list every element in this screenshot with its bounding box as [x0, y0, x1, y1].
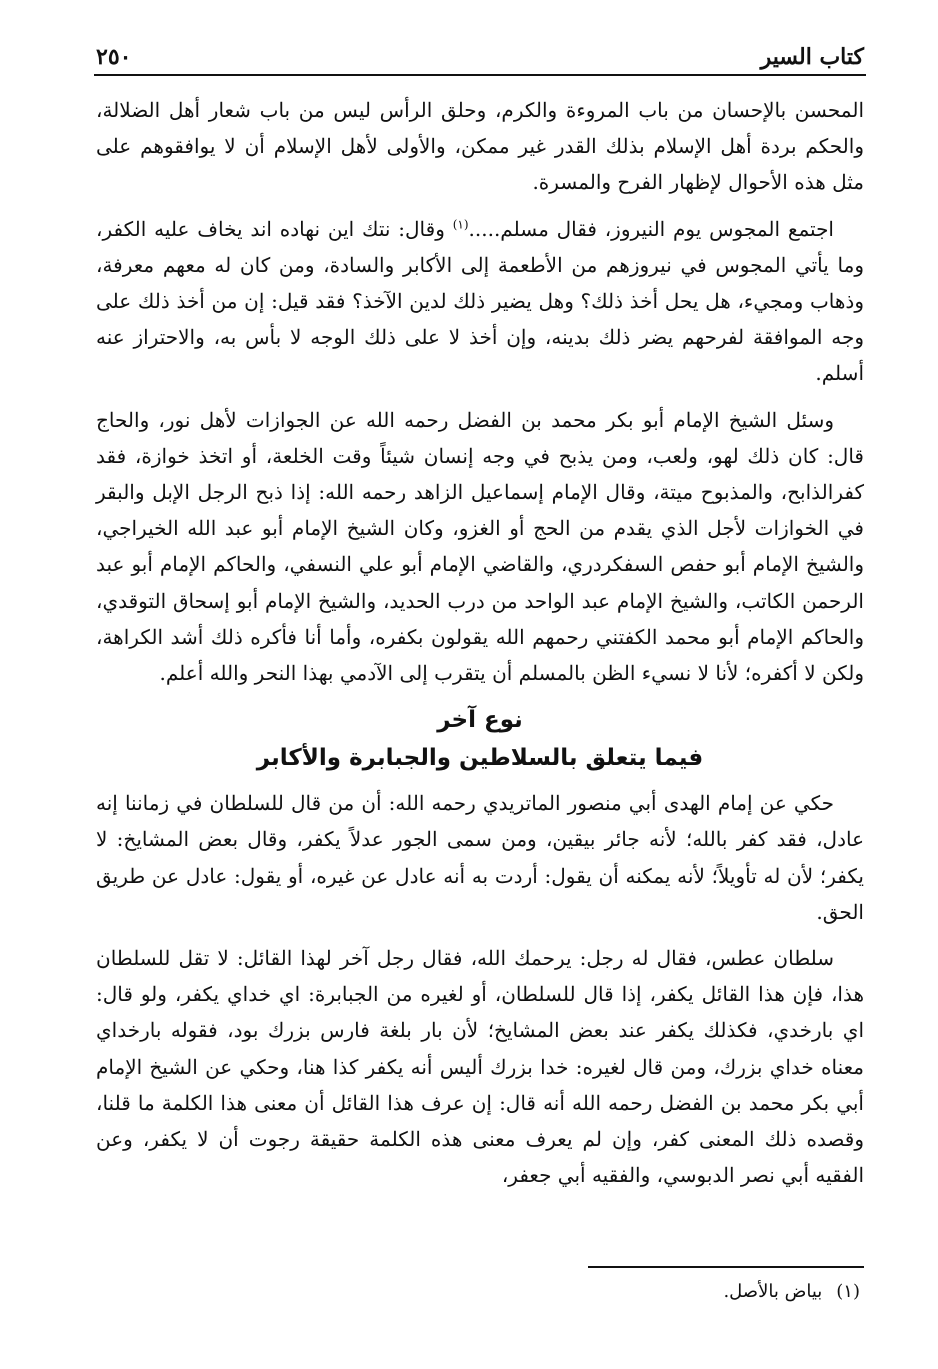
paragraph-sacrifice: وسئل الشيخ الإمام أبو بكر محمد بن الفضل رحمه الله عن الجوازات لأهل نور، والحاج قال: كان ذلك لهو، ولعب، ومن يذبح في وجه إنسان شيئاً وقت الخلعة، أو اتخذ خوازة، فقد كفرالذابح، والمذبوح ميتة، وقال الإمام إسماعيل الزاهد رحمه الله: إذا ذبح الرجل الإبل والبقر في الخوازات لأجل الذي يقدم من الحج أو الغزو، وكان الشيخ الإمام أبو عبد الله الخيراجي، والشيخ الإمام أبو حفص السفكردري، والقاضي الإمام أبو علي النسفي، والحاكم الإمام أبو عبد الرحمن الكاتب، والشيخ الإمام عبد الواحد من درب الحديد، والشيخ الإمام أبو إسحاق التوقدي، والحاكم الإمام أبو محمد الكفتني رحمهم الله يقولون بكفره، وأما أنا فأكره ذلك أشد الكراهة، ولكن لا أكفره؛ لأنا لا نسيء الظن بالمسلم أن يتقرب إلى الآدمي بهذا النحر والله أعلم.: [96, 407, 864, 686]
paragraph-nowruz-rest: وقال: نتك اين نهاده اند يخاف عليه الكفر، وما يأتي المجوس في نيروزهم من الأطعمة إلى الأكابر والسادة، ومن كان له معهم معرفة، وذهاب ومجيء، هل يحل أخذ ذلك؟ وهل يضير ذلك لدين الآخذ؟ فقد قيل: إن من أخذ ذلك على وجه الموافقة لفرحهم يضر ذلك بدينه، وإن أخذ لا على ذلك الوجه لا بأس به، والاحتراز عنه أسلم.: [96, 216, 864, 386]
book-title: كتاب السير: [760, 44, 864, 70]
running-header: [96, 34, 864, 70]
footnote: [723, 1278, 860, 1306]
section-heading-title: فيما يتعلق بالسلاطين والجبابرة والأكابر: [256, 745, 704, 772]
footnote-rule: [588, 1266, 864, 1268]
body-text: [96, 92, 864, 1203]
paragraph-continued: المحسن بالإحسان من باب المروءة والكرم، وحلق الرأس ليس من باب شعار أهل الضلالة، والحكم بردة أهل الإسلام بذلك القدر غير ممكن، والأولى لأهل الإسلام أن لا يوافقوهم على مثل هذه الأحوال لإظهار الفرح والمسرة.: [96, 98, 864, 195]
paragraph-nowruz: [96, 211, 864, 392]
paragraph-nowruz-start: اجتمع المجوس يوم النيروز، فقال مسلم.....: [468, 216, 834, 241]
footnote-number: (١): [836, 1281, 860, 1302]
section-heading-type: نوع آخر: [437, 707, 523, 734]
page-number: ٢٥٠: [96, 44, 132, 70]
footnote-marker[interactable]: (١): [452, 216, 469, 231]
header-rule: [94, 74, 866, 76]
footnote-text: بياض بالأصل.: [723, 1281, 823, 1302]
paragraph-maturidi: حكي عن إمام الهدى أبي منصور الماتريدي رحمه الله: أن من قال للسلطان في زماننا إنه عادل، فقد كفر بالله؛ لأنه جائر بيقين، ومن سمى الجور عدلاً يكفر، وقال بعض المشايخ: لا يكفر؛ لأن له تأويلاً؛ لأنه يمكنه أن يقول: أردت به أنه عادل عن غيره، أو يقول: عادل عن طريق الحق.: [96, 791, 864, 924]
paragraph-sneeze: سلطان عطس، فقال له رجل: يرحمك الله، فقال رجل آخر لهذا القائل: لا تقل للسلطان هذا، فإن هذا القائل يكفر، إذا قال للسلطان، أو لغيره من الجبابرة: اي خداي يكفر، ولو قال: اي بارخدي، فكذلك يكفر عند بعض المشايخ؛ لأن بار بلغة فارس بزرك بود، فقوله بارخداي معناه خداي بزرك، ومن قال لغيره: خدا بزرك أليس أنه يكفر كذا هنا، وحكي عن الشيخ الإمام أبي بكر محمد بن الفضل رحمه الله أنه قال: إن عرف هذا القائل أن معنى هذا الكلمة ما قلنا، وقصده ذلك المعنى كفر، وإن لم يعرف معنى هذه الكلمة حقيقة رجوت أن لا يكفر، وعن الفقيه أبي نصر الدبوسي، والفقيه أبي جعفر،: [96, 946, 864, 1188]
